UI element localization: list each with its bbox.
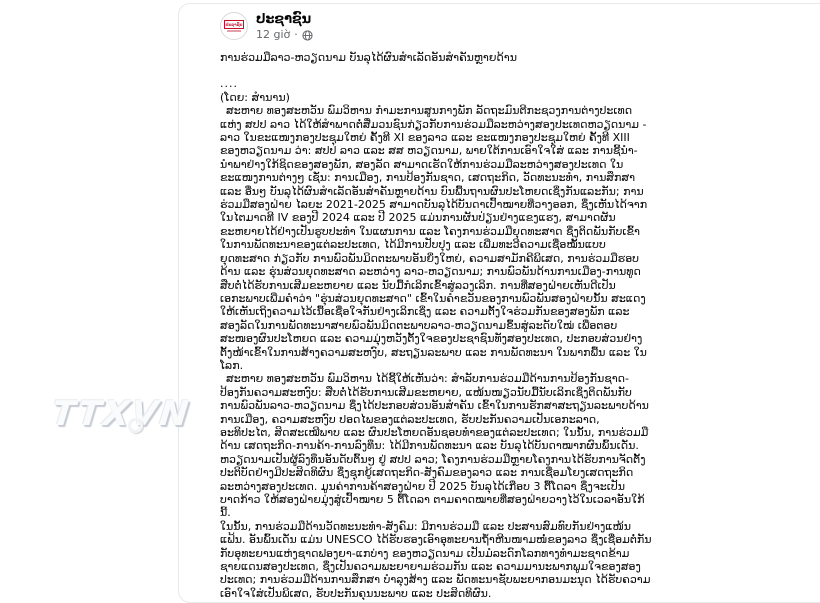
avatar[interactable] [220,12,248,40]
avatar-logo: ປະຊາຊົນ [225,22,243,27]
post-paragraph: ສະຫາຍ ທອງສະຫວັນ ພົມວິຫານ ໄດ້ຊີ້ໃຫ້ເຫັນວ່າ: ສຳລັບການຮ່ວມມືດ້ານການປ້ອງກັນຊາດ-ປ້ອງກັນຄວາມສະຫງົບ: ສືບຕໍ່ໄດ້ຮັບການເສີມຂະຫຍາຍ, ແໜ້ນໜຽວນັບມື້ນັບເລິກເຊິ່ງຕິດພັນກັບການພົວພັນລາວ-ຫວຽດນາມ ຊຶ່ງໄດ້ປະກອບສ່ວນອັນສຳຄັນ ເຂົ້າໃນການຮັກສາສະຖຽນລະພາບດ້ານການເມືອງ, ຄວາມສະຫງົບ ປອດໄພຂອງແຕ່ລະປະເທດ, ຮັບປະກັນຄວາມເປັນເອກະລາດ, ອະທິປະໄຕ, ສິດສະເໝີພາບ ແລະ ຜົນປະໂຫຍດອັນຊອບທຳຂອງແຕ່ລະປະເທດ; ໃນນັ້ນ, ການຮ່ວມມືດ້ານ ເສດຖະກິດ-ການຄ້າ-ການລົງທຶນ: ໄດ້ມີການພັດທະນາ ແລະ ບັນລຸໄດ້ບັນດາໝາກຜົນພົ້ນເດັ່ນ. ຫວຽດນາມເປັນຜູ້ລົງທຶນອັນດັບຕົ້ນໆ ຢູ່ ສປປ ລາວ; ໂຄງການຮ່ວມມືຫຼາຍໂຄງການໄດ້ຮັບການຈັດຕັ້ງປະຕິບັດຢ່າງມີປະສິດທິຜົນ ຊຶ່ງຊຸກຍູ້ເສດຖະກິດ-ສັງຄົມຂອງລາວ ແລະ ການເຊື່ອມໂຍງເສດຖະກິດລະຫວ່າງສອງປະເທດ. ມູນຄ່າການຄ້າສອງຝ່າຍ ປີ 2025 ບັນລຸໄດ້ເກືອບ 3 ຕື້ໂດລາ ຊຶ່ງຈະເປັນບາດກ້າວ ໃຫ້ສອງຝ່າຍມຸ່ງສູ່ເປົ້າໝາຍ 5 ຕື້ໂດລາ ຕາມຄາດໝາຍທີ່ສອງຝ່າຍວາງໄວ້ໃນເວລາອັນໃກ້ນີ້. [220,372,649,520]
post-dots: .... [220,77,238,91]
author-name[interactable]: ປະຊາຊົນ [256,12,312,27]
post-meta [256,28,313,42]
post-card [178,3,820,603]
ttxvn-watermark-ring [128,418,143,433]
post-header [220,12,820,42]
meta-separator: · [294,28,298,41]
timestamp[interactable]: 12 giờ [256,28,291,41]
post-paragraph: ສະຫາຍ ທອງສະຫວັນ ພົມວິຫານ ກຳມະການສູນກາງພັກ ລັດຖະມົນຕີກະຊວງການຕ່າງປະເທດ ແຫ່ງ ສປປ ລາວ ໄດ້ໃຫ້ສຳພາດຕໍ່ສື່ມວນຊົນກ່ຽວກັບການຮ່ວມມືລະຫວ່າງສອງປະເທດຫວຽດນາມ - ລາວ ໃນຂະແໜງກອງປະຊຸມໃຫຍ່ ຄັ້ງທີ XI ຂອງລາວ ແລະ ຂະແໜງກອງປະຊຸມໃຫຍ່ ຄັ້ງທີ XIII ຂອງຫວຽດນາມ ວ່າ: ສປປ ລາວ ແລະ ສສ ຫວຽດນາມ, ພາຍໃຕ້ການເອົາໃຈໃສ່ ແລະ ການຊີ້ນຳ-ນຳພາຢ່າງໃກ້ຊິດຂອງສອງພັກ, ສອງລັດ ສາມາດເຮັດໃຫ້ການຮ່ວມມືລະຫວ່າງສອງປະເທດ ໃນຂະແໜງການຕ່າງໆ ເຊັ່ນ: ການເມືອງ, ການປ້ອງກັນຊາດ, ເສດຖະກິດ, ວັດທະນະທຳ, ການສຶກສາ ແລະ ອື່ນໆ ບັນລຸໄດ້ຜົນສຳເລັດອັນສຳຄັນຫຼາຍດ້ານ ບົນພື້ນຖານຜົນປະໂຫຍດເຊິ່ງກັນແລະກັນ; ການຮ່ວມມືສອງຝ່າຍ ໄລຍະ 2021-2025 ສາມາດບັນລຸໄດ້ບັນດາເປົ້າໝາຍທີ່ວາງອອກ, ຊຶ່ງເຫັນໄດ້ຈາກ ໃນໄຕມາດທີ IV ຂອງປີ 2024 ແລະ ປີ 2025 ແມ່ນການຜັນປ່ຽນຢ່າງແຂງແຮງ, ສາມາດຜັນຂະຫຍາຍໄດ້ຢ່າງເປັນຮູບປະທຳ ໃນແຜນການ ແລະ ໂຄງການຮ່ວມມືຍຸດທະສາດ ຊຶ່ງຕິດພັນກັບເຂົ້າໃນການພັດທະນາຂອງແຕ່ລະປະເທດ, ໄດ້ມີການປັບປຸງ ແລະ ເພີ່ມທະວີຄວາມເຊື່ອໝັ້ນແບບຍຸດທະສາດ ກ່ຽວກັບ ການພົວພັນມິດຕະພາບອັນຍິ່ງໃຫຍ່, ຄວາມສາມັກຄີພິເສດ, ການຮ່ວມມືຮອບດ້ານ ແລະ ຮຸ່ນສ່ວນຍຸດທະສາດ ລະຫວ່າງ ລາວ-ຫວຽດນາມ; ການພົວພັນດ້ານການເມືອງ-ການທູດ ສືບຕໍ່ໄດ້ຮັບການເສີມຂະຫຍາຍ ແລະ ນັບມື້ກໍເລິກເຂົ້າສູ່ລວງເລິກ. ການທີ່ສອງຝ່າຍເຫັນດີເປັນເອກະພາບເພີ່ມຄຳວ່າ "ຮຸ່ນສ່ວນຍຸດທະສາດ" ເຂົ້າໃນຄຳຂວັນຂອງການພົວພັນສອງຝ່າຍນັ້ນ ສະແດງໃຫ້ເຫັນເຖິງຄວາມໄວ້ເນື້ອເຊື່ອໃຈກັນຢ່າງເລິກເຊິ່ງ ແລະ ຄວາມຕັ້ງໃຈຮ່ວມກັນຂອງສອງພັກ ແລະ ສອງລັດໃນການພັດທະນາສາຍພົວພັນມິດຕະພາບລາວ-ຫວຽດນາມຂຶ້ນສູ່ລະດັບໃໝ່ ເພື່ອຕອບສະໜອງຜົນປະໂຫຍດ ແລະ ຄວາມມຸ່ງຫວັງຕັ້ງໃຈຂອງປະຊາຊົນທັງສອງປະເທດ, ປະກອບສ່ວນຢ່າງຕັ້ງໜ້າເຂົ້າໃນການສ້າງຄວາມສະຫງົບ, ສະຖຽນລະພາບ ແລະ ການພັດທະນາ ໃນພາກພື້ນ ແລະ ໃນໂລກ. [220,104,648,372]
ttxvn-watermark: TTXVN [49,394,193,434]
post-body-text [220,51,652,600]
post-title: ການຮ່ວມມືລາວ-ຫວຽດນາມ ບັນລຸໄດ້ຜົນສຳເລັດອັນສຳຄັນຫຼາຍດ້ານ [220,51,517,64]
header-text [256,12,313,42]
avatar-logo-subline [227,30,241,32]
post-paragraph: ໃນນັ້ນ, ການຮ່ວມມືດ້ານວັດທະນະທຳ-ສັງຄົມ: ມີການຮ່ວມມື ແລະ ປະສານສົມທົບກັນຢ່າງແໜ້ນແຟ້ນ. ອັນພົ້ນເດັ່ນ ແມ່ນ UNESCO ໄດ້ຮັບຮອງເອົາອຸທະຍານຖ້ຳຫີນໜາມໜໍ່ຂອງລາວ ຊຶ່ງເຊື່ອມຕໍ່ກັນກັບອຸທະຍານແຫ່ງຊາດຟອງຍາ-ແກບ່າງ ຂອງຫວຽດນາມ ເປັນມໍລະດົກໂລກທາງທຳມະຊາດຂ້າມຊາຍແດນສອງປະເທດ, ຊຶ່ງເປັນຄວາມພະຍາຍາມຮ່ວມກັນ ແລະ ຄວາມມານະພາກພູມໃຈຂອງສອງປະເທດ; ການຮ່ວມມືດ້ານການສຶກສາ ບຳລຸງສ້າງ ແລະ ພັດທະນາຊັບພະຍາກອນມະນຸດ ໄດ້ຮັບຄວາມເອົາໃຈໃສ່ເປັນພິເສດ, ຮັບປະກັນຄຸນນະພາບ ແລະ ປະສິດທິຜົນ. [220,519,652,600]
globe-icon [302,30,313,41]
post-byline: (ໂດຍ: ສຳນານ) [220,90,290,104]
